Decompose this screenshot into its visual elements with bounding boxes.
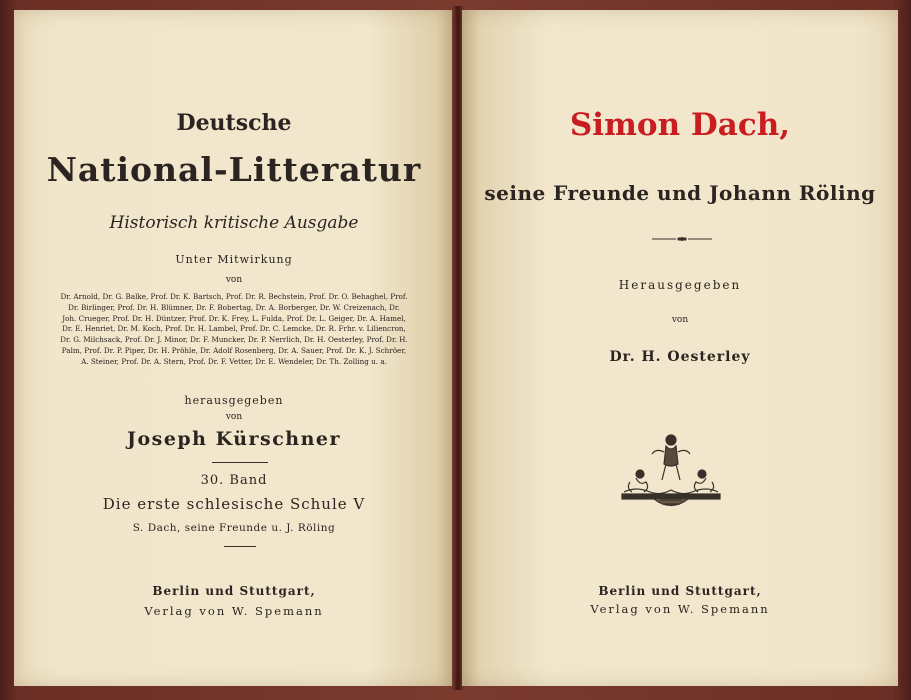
- right-page: [462, 10, 898, 686]
- von-label-1: von: [225, 275, 243, 285]
- publisher-name: Verlag von W. Spemann: [144, 604, 324, 618]
- von-label-2: von: [225, 412, 243, 422]
- herausgegeben-label: herausgegeben: [184, 394, 284, 407]
- mitwirkung-label: Unter Mitwirkung: [175, 253, 293, 266]
- publisher-city: Berlin und Stuttgart,: [152, 584, 316, 598]
- herausgegeben-label: Herausgegeben: [618, 278, 742, 292]
- volume-subtitle: S. Dach, seine Freunde u. J. Röling: [132, 522, 336, 534]
- contributors-list: Dr. Arnold, Dr. G. Balke, Prof. Dr. K. Bartsch, Prof. Dr. R. Bechstein, Prof. Dr. O. Behaghel, Prof. Dr. Birlinger, Prof. Dr. H. Blümner, Dr. F. Bobertag, Dr. A. Borberger, Dr. W. Creizenach, Dr. Joh. Crueger, Prof. Dr. H. Düntzer, Prof. Dr. K. Frey, L. Fulda, Prof. Dr. L. Geiger, Dr. A. Hamel, Dr. E. Henriet, Dr. M. Koch, Prof. Dr. H. Lambel, Prof. Dr. C. Lemcke, Dr. R. Frhr. v. Liliencron, Dr. G. Milchsack, Prof. Dr. J. Minor, Dr. F. Muncker, Dr. P. Nerrlich, Dr. H. Oesterley, Prof. Dr. H. Palm, Prof. Dr. P. Piper, Dr. H. Pröhle, Dr. Adolf Rosenberg, Dr. A. Sauer, Prof. Dr. K. J. Schröer, A. Steiner, Prof. Dr. A. Stern, Prof. Dr. F. Vetter, Dr. E. Wendeler, Dr. Th. Zolling u. a.: [60, 292, 408, 366]
- divider-rule: [224, 546, 256, 547]
- left-page: [14, 10, 454, 686]
- volume-series-title: Die erste schlesische Schule V: [102, 495, 366, 513]
- series-title-line1: Deutsche: [176, 110, 292, 136]
- editor-name: Joseph Kürschner: [126, 428, 342, 450]
- divider-rule: [212, 462, 268, 463]
- publisher-vignette-icon: [616, 430, 726, 512]
- ornament-divider-icon: [652, 234, 712, 244]
- book-title: Simon Dach,: [569, 107, 791, 143]
- book-subtitle: seine Freunde und Johann Röling: [484, 181, 876, 205]
- publisher-name: Verlag von W. Spemann: [590, 602, 770, 616]
- publisher-city: Berlin und Stuttgart,: [598, 584, 762, 598]
- volume-number: 30. Band: [200, 473, 268, 488]
- series-subtitle: Historisch kritische Ausgabe: [109, 213, 359, 233]
- author-name: Dr. H. Oesterley: [609, 349, 751, 365]
- series-title-line2: National-Litteratur: [46, 150, 422, 189]
- von-label: von: [671, 315, 689, 325]
